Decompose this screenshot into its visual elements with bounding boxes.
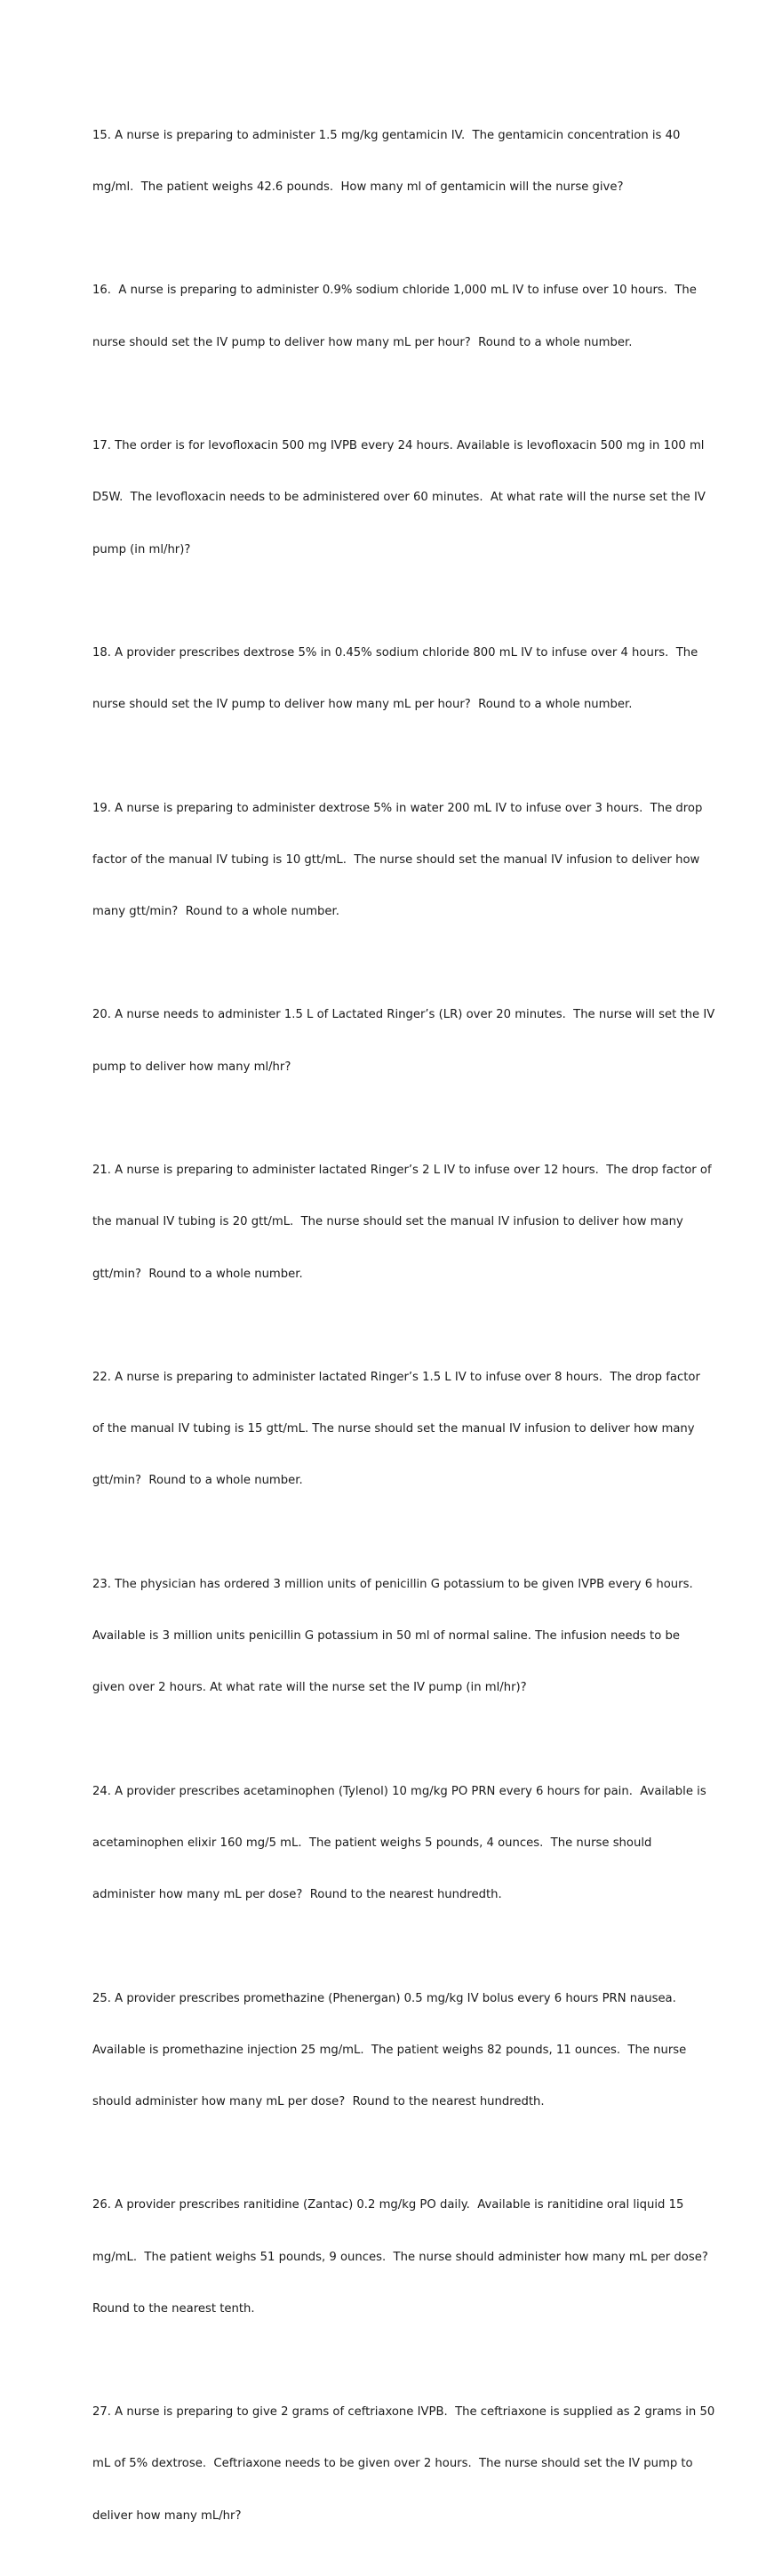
question-15	[92, 92, 697, 230]
question-line: many gtt/min? Round to a whole number.	[92, 905, 339, 919]
question-27	[92, 2369, 715, 2558]
question-17	[92, 403, 706, 592]
question-19	[92, 765, 703, 955]
question-line: 20. A nurse needs to administer 1.5 L of Lactated Ringer’s (LR) over 20 minutes. The nurse will set the IV	[92, 1008, 715, 1022]
question-line: 26. A provider prescribes ranitidine (Zantac) 0.2 mg/kg PO daily. Available is ranitidine oral liquid 15	[92, 2198, 684, 2212]
question-line: gtt/min? Round to a whole number.	[92, 1474, 303, 1488]
question-21	[92, 1127, 712, 1316]
question-22	[92, 1334, 700, 1524]
question-23	[92, 1541, 697, 1731]
question-line: mg/mL. The patient weighs 51 pounds, 9 ounces. The nurse should administer how many mL per dose?	[92, 2250, 708, 2264]
question-24	[92, 1748, 706, 1938]
question-line: 15. A nurse is preparing to administer 1.5 mg/kg gentamicin IV. The gentamicin concentration is 40	[92, 128, 681, 142]
question-26	[92, 2163, 708, 2352]
question-line: should administer how many mL per dose? Round to the nearest hundredth.	[92, 2094, 545, 2108]
question-line: pump to deliver how many ml/hr?	[92, 1060, 291, 1074]
question-line: D5W. The levofloxacin needs to be administered over 60 minutes. At what rate will the nurse set the IV	[92, 491, 706, 505]
question-line: 27. A nurse is preparing to give 2 grams of ceftriaxone IVPB. The ceftriaxone is supplied as 2 grams in 50	[92, 2405, 715, 2420]
question-line: pump (in ml/hr)?	[92, 542, 191, 556]
question-line: acetaminophen elixir 160 mg/5 mL. The patient weighs 5 pounds, 4 ounces. The nurse should	[92, 1836, 652, 1850]
question-line: mL of 5% dextrose. Ceftriaxone needs to be given over 2 hours. The nurse should set the IV pump to	[92, 2457, 693, 2471]
question-25	[92, 1956, 697, 2145]
question-line: nurse should set the IV pump to deliver how many mL per hour? Round to a whole number.	[92, 335, 633, 349]
question-line: given over 2 hours. At what rate will the nurse set the IV pump (in ml/hr)?	[92, 1681, 527, 1695]
question-line: 23. The physician has ordered 3 million units of penicillin G potassium to be given IVPB every 6 hours.	[92, 1577, 693, 1591]
question-line: 19. A nurse is preparing to administer dextrose 5% in water 200 mL IV to infuse over 3 hours. The drop	[92, 801, 703, 815]
question-line: administer how many mL per dose? Round to the nearest hundredth.	[92, 1888, 502, 1902]
question-line: deliver how many mL/hr?	[92, 2508, 242, 2523]
question-line: nurse should set the IV pump to deliver how many mL per hour? Round to a whole number.	[92, 698, 633, 712]
question-line: Available is 3 million units penicillin G potassium in 50 ml of normal saline. The infusion needs to be	[92, 1629, 680, 1644]
question-line: 24. A provider prescribes acetaminophen (Tylenol) 10 mg/kg PO PRN every 6 hours for pain. Available is	[92, 1784, 706, 1798]
question-20	[92, 972, 715, 1110]
question-line: 21. A nurse is preparing to administer lactated Ringer’s 2 L IV to infuse over 12 hours. The drop factor of	[92, 1164, 712, 1178]
question-line: 17. The order is for levofloxacin 500 mg IVPB every 24 hours. Available is levofloxacin 500 mg in 100 ml	[92, 439, 705, 453]
question-line: gtt/min? Round to a whole number.	[92, 1267, 303, 1281]
question-line: 16. A nurse is preparing to administer 0.9% sodium chloride 1,000 mL IV to infuse over 10 hours. The	[92, 284, 697, 298]
question-line: factor of the manual IV tubing is 10 gtt/mL. The nurse should set the manual IV infusion to deliver how	[92, 852, 700, 867]
question-line: of the manual IV tubing is 15 gtt/mL. The nurse should set the manual IV infusion to deliver how many	[92, 1422, 695, 1436]
question-18	[92, 610, 697, 748]
question-line: the manual IV tubing is 20 gtt/mL. The nurse should set the manual IV infusion to deliver how many	[92, 1215, 683, 1229]
question-line: Available is promethazine injection 25 mg/mL. The patient weighs 82 pounds, 11 ounces. The nurse	[92, 2043, 687, 2057]
question-16	[92, 248, 697, 386]
question-list	[92, 92, 715, 2576]
question-line: Round to the nearest tenth.	[92, 2301, 255, 2316]
question-line: 25. A provider prescribes promethazine (Phenergan) 0.5 mg/kg IV bolus every 6 hours PRN nausea.	[92, 1991, 676, 2005]
question-line: mg/ml. The patient weighs 42.6 pounds. How many ml of gentamicin will the nurse give?	[92, 180, 624, 195]
question-line: 22. A nurse is preparing to administer lactated Ringer’s 1.5 L IV to infuse over 8 hours. The drop factor	[92, 1370, 700, 1384]
question-line: 18. A provider prescribes dextrose 5% in 0.45% sodium chloride 800 mL IV to infuse over 4 hours. The	[92, 645, 698, 660]
